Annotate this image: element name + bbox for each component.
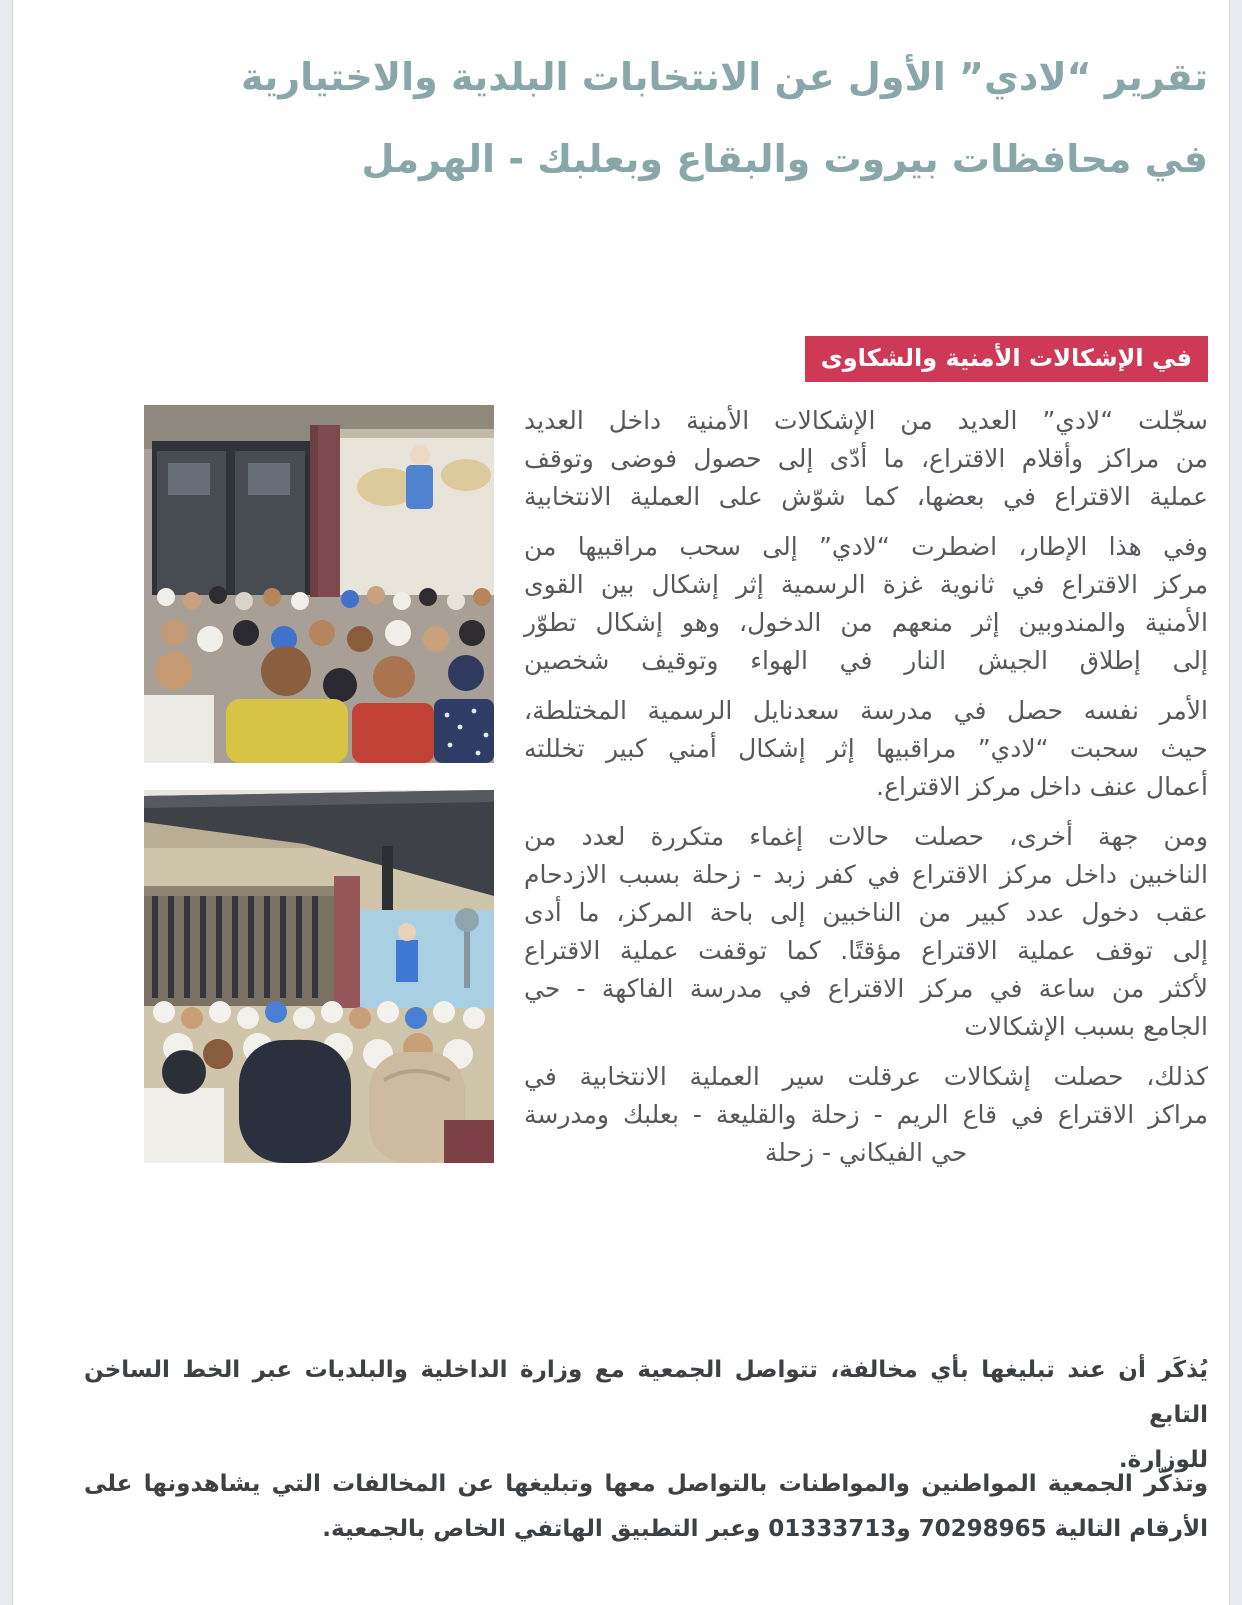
left-edge-strip bbox=[0, 0, 13, 1605]
body-line: عملية الاقتراع في بعضها، كما شوّش على العملية الانتخابية bbox=[524, 482, 1208, 511]
footer-line: وتذكّر الجمعية المواطنين والمواطنات بالتواصل معها وتبليغها عن المخالفات التي يشاهدونها على bbox=[84, 1471, 1208, 1497]
page-title-line1: تقرير “لادي” الأول عن الانتخابات البلدية والاختيارية bbox=[240, 55, 1208, 99]
body-paragraph-1 bbox=[524, 402, 1208, 516]
body-paragraph-4 bbox=[524, 818, 1208, 1046]
body-line: حيث سحبت “لادي” مراقبيها إثر إشكال أمني كبير تخللته bbox=[524, 734, 1208, 763]
body-line: الأمر نفسه حصل في مدرسة سعدنايل الرسمية المختلطة، bbox=[524, 696, 1208, 725]
body-line: من مراكز وأقلام الاقتراع، ما أدّى إلى حصول فوضى وتوقف bbox=[524, 444, 1208, 473]
body-paragraph-2 bbox=[524, 528, 1208, 680]
body-line: كذلك، حصلت إشكالات عرقلت سير العملية الانتخابية في bbox=[524, 1062, 1208, 1091]
footer-line: يُذكَر أن عند تبليغها بأي مخالفة، تتواصل الجمعية مع وزارة الداخلية والبلديات عبر الخط الساخن التابع bbox=[84, 1357, 1208, 1428]
body-line: لأكثر من ساعة في مركز الاقتراع في مدرسة الفاكهة - حي bbox=[524, 974, 1208, 1003]
body-line: وفي هذا الإطار، اضطرت “لادي” إلى سحب مراقبيها من bbox=[524, 532, 1208, 561]
photo-polling-crowd-1-art bbox=[144, 405, 494, 763]
body-line: عقب دخول عدد كبير من الناخبين إلى باحة المركز، ما أدى bbox=[524, 898, 1208, 927]
body-line: إلى توقف عملية الاقتراع مؤقتًا. كما توقفت عملية الاقتراع bbox=[524, 936, 1208, 965]
body-line: الناخبين داخل مركز الاقتراع في كفر زبد - زحلة بسبب الازدحام bbox=[524, 860, 1208, 889]
photo-polling-crowd-1 bbox=[144, 405, 494, 763]
section-badge-security-issues: في الإشكالات الأمنية والشكاوى bbox=[805, 336, 1208, 382]
body-line: مراكز الاقتراع في قاع الريم - زحلة والقليعة - بعلبك ومدرسة bbox=[524, 1100, 1208, 1129]
body-line: الأمنية والمندوبين إثر منعهم من الدخول، وهو إشكال تطوّر bbox=[524, 608, 1208, 637]
body-line: مركز الاقتراع في ثانوية غزة الرسمية إثر إشكال بين القوى bbox=[524, 570, 1208, 599]
photo-polling-crowd-2 bbox=[144, 790, 494, 1163]
body-paragraph-3 bbox=[524, 692, 1208, 806]
footer-line: الأرقام التالية 70298965 و01333713 وعبر التطبيق الهاتفي الخاص بالجمعية. bbox=[322, 1516, 1208, 1542]
body-line: سجّلت “لادي” العديد من الإشكالات الأمنية داخل العديد bbox=[524, 406, 1208, 435]
body-line: أعمال عنف داخل مركز الاقتراع. bbox=[876, 772, 1208, 801]
body-paragraph-5 bbox=[524, 1058, 1208, 1172]
body-line: إلى إطلاق الجيش النار في الهواء وتوقيف شخصين bbox=[524, 646, 1208, 675]
page-title bbox=[70, 36, 1208, 200]
right-edge-strip bbox=[1229, 0, 1242, 1605]
footer-line: للوزارة. bbox=[1118, 1447, 1208, 1473]
footer-paragraph-reporting-numbers bbox=[84, 1462, 1208, 1552]
body-line: الجامع بسبب الإشكالات bbox=[964, 1012, 1208, 1041]
body-line: ومن جهة أخرى، حصلت حالات إغماء متكررة لعدد من bbox=[524, 822, 1208, 851]
report-body bbox=[524, 402, 1208, 1184]
page-title-line2: في محافظات بيروت والبقاع وبعلبك - الهرمل bbox=[361, 137, 1208, 181]
body-line: حي الفيكاني - زحلة bbox=[764, 1138, 968, 1167]
photo-polling-crowd-2-art bbox=[144, 790, 494, 1163]
